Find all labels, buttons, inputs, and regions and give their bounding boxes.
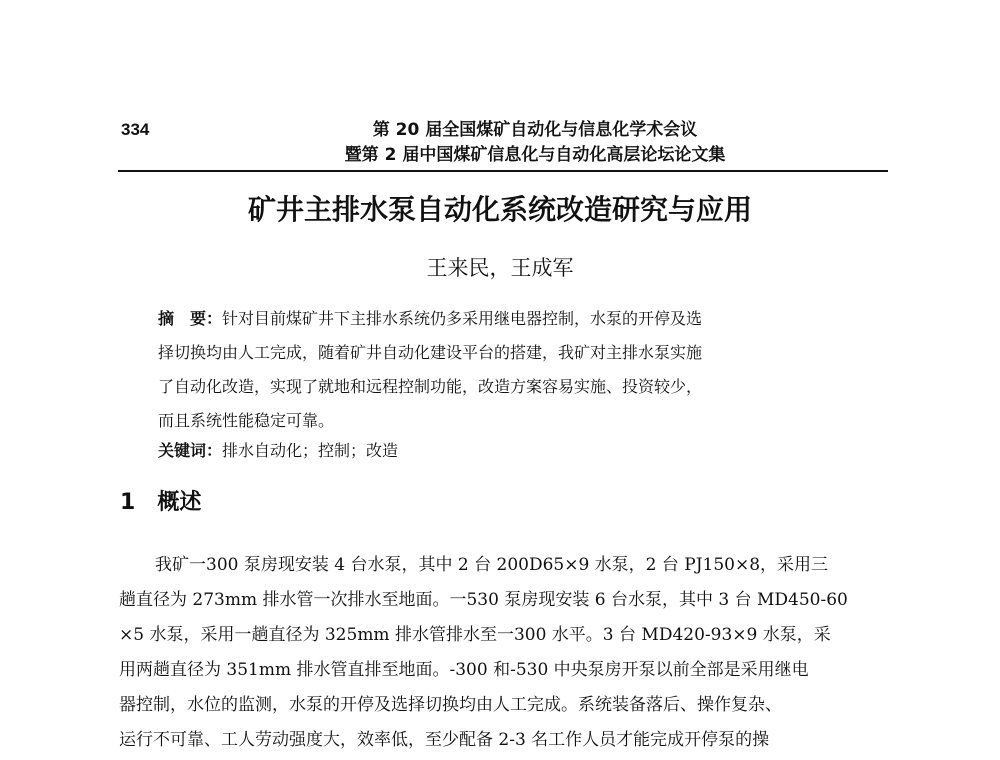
section-heading bbox=[120, 485, 201, 516]
body-paragraph bbox=[119, 548, 887, 758]
conference-title-line-1: 第 20 届全国煤矿自动化与信息化学术会议 bbox=[372, 120, 698, 140]
conference-header bbox=[270, 118, 800, 168]
section-number: 1 bbox=[120, 490, 136, 515]
conference-title-line-2: 暨第 2 届中国煤矿信息化与自动化高层论坛论文集 bbox=[344, 145, 726, 165]
abstract-line: 择切换均由人工完成，随着矿井自动化建设平台的搭建，我矿对主排水泵实施 bbox=[158, 343, 703, 362]
abstract-line: 了自动化改造，实现了就地和远程控制功能，改造方案容易实施、投资较少， bbox=[158, 377, 703, 396]
body-line: 器控制，水位的监测，水泵的开停及选择切换均由人工完成。系统装备落后、操作复杂、 bbox=[119, 695, 782, 715]
abstract-line: 而且系统性能稳定可靠。 bbox=[158, 411, 335, 430]
abstract-label: 摘 要： bbox=[158, 309, 223, 328]
body-line: 用两趟直径为 351mm 排水管直排至地面。-300 和-530 中央泵房开泵以前全部是采用继电 bbox=[119, 660, 809, 680]
abstract-block bbox=[158, 302, 848, 438]
body-line: 运行不可靠、工人劳动强度大，效率低，至少配备 2-3 名工作人员才能完成开停泵的操 bbox=[119, 730, 770, 750]
header-divider bbox=[118, 170, 888, 172]
body-line: ×5 水泵，采用一趟直径为 325mm 排水管排水至一300 水平。3 台 MD420-93×9 水泵，采 bbox=[119, 625, 831, 645]
keywords-text: 排水自动化；控制；改造 bbox=[222, 441, 399, 460]
keywords-block bbox=[158, 438, 848, 461]
abstract-line bbox=[158, 302, 848, 336]
section-title: 概述 bbox=[157, 490, 202, 515]
abstract-text: 针对目前煤矿井下主排水系统仍多采用继电器控制，水泵的开停及选 bbox=[222, 309, 703, 328]
paper-title: 矿井主排水泵自动化系统改造研究与应用 bbox=[247, 193, 752, 226]
page-number: 334 bbox=[121, 120, 150, 139]
paper-authors: 王来民，王成军 bbox=[426, 256, 574, 280]
body-line: 我矿一300 泵房现安装 4 台水泵，其中 2 台 200D65×9 水泵，2 台 PJ150×8，采用三 bbox=[155, 555, 829, 575]
body-line: 趟直径为 273mm 排水管一次排水至地面。一530 泵房现安装 6 台水泵，其中 3 台 MD450-60 bbox=[119, 590, 848, 610]
keywords-label: 关键词： bbox=[158, 441, 223, 460]
